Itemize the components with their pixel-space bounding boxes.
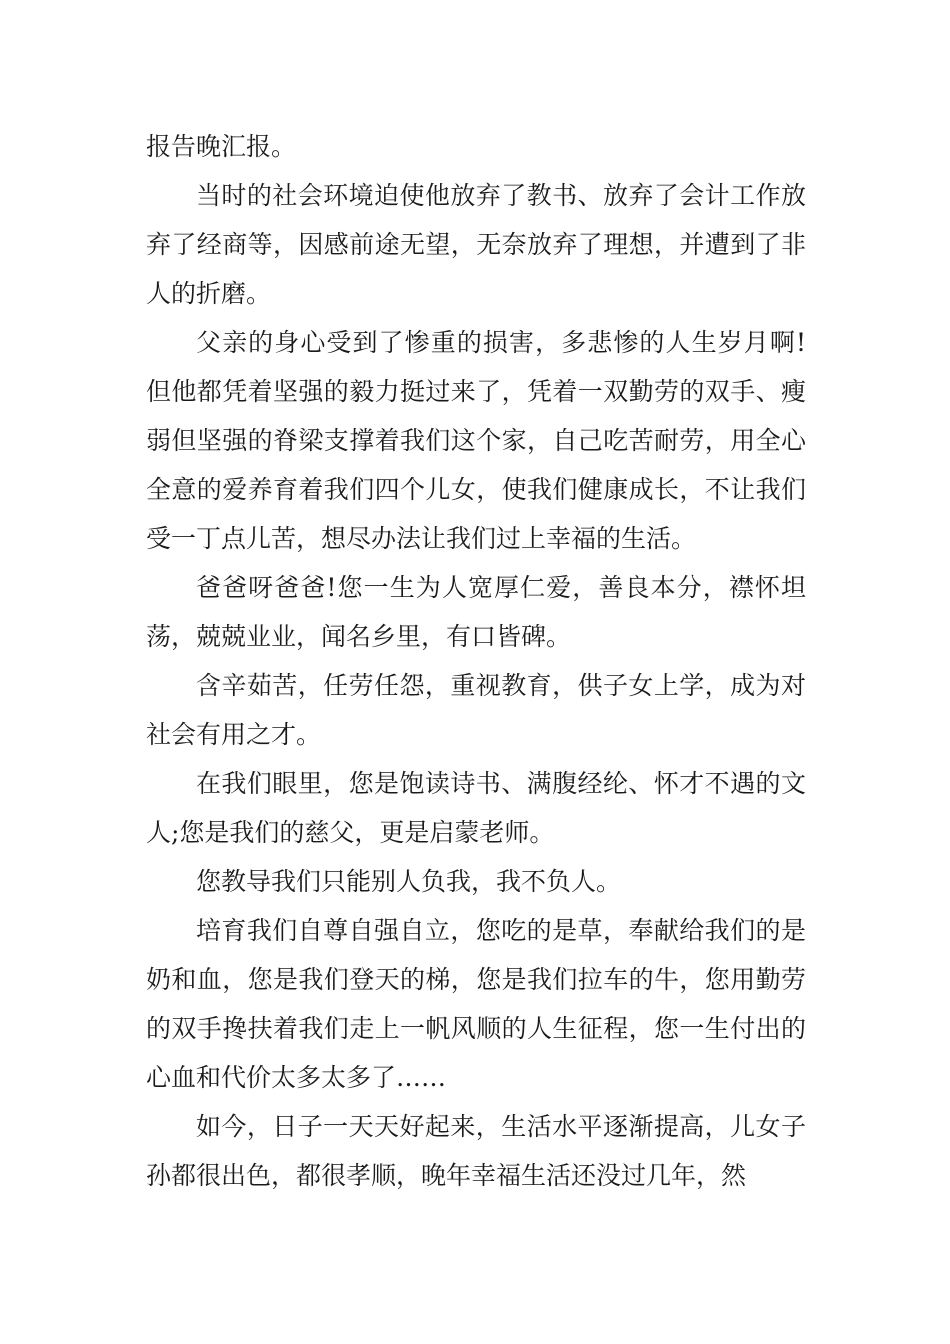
paragraph-5: 含辛茹苦，任劳任怨，重视教育，供子女上学，成为对社会有用之才。 <box>146 671 806 749</box>
paragraph-2: 当时的社会环境迫使他放弃了教书、放弃了会计工作放弃了经商等，因感前途无望，无奈放弃了理想，并遭到了非人的折磨。 <box>146 181 806 308</box>
paragraph-3: 父亲的身心受到了惨重的损害，多悲惨的人生岁月啊!但他都凭着坚强的毅力挺过来了，凭着一双勤劳的双手、瘦弱但坚强的脊梁支撑着我们这个家，自己吃苦耐劳，用全心全意的爱养育着我们四个儿女，使我们健康成长，不让我们受一丁点儿苦，想尽办法让我们过上幸福的生活。 <box>146 328 806 553</box>
paragraph-8: 培育我们自尊自强自立，您吃的是草，奉献给我们的是奶和血，您是我们登天的梯，您是我们拉车的牛，您用勤劳的双手搀扶着我们走上一帆风顺的人生征程，您一生付出的心血和代价太多太多了…… <box>146 916 806 1092</box>
paragraph-4: 爸爸呀爸爸!您一生为人宽厚仁爱，善良本分，襟怀坦荡，兢兢业业，闻名乡里，有口皆碑。 <box>146 573 806 651</box>
paragraph-7: 您教导我们只能别人负我，我不负人。 <box>196 867 622 896</box>
document-body <box>146 122 806 1200</box>
paragraph-6: 在我们眼里，您是饱读诗书、满腹经纶、怀才不遇的文人;您是我们的慈父，更是启蒙老师。 <box>146 769 806 847</box>
paragraph-9: 如今，日子一天天好起来，生活水平逐渐提高，儿女子孙都很出色，都很孝顺，晚年幸福生活还没过几年，然 <box>146 1112 806 1190</box>
paragraph-1: 报告晚汇报。 <box>146 132 297 161</box>
